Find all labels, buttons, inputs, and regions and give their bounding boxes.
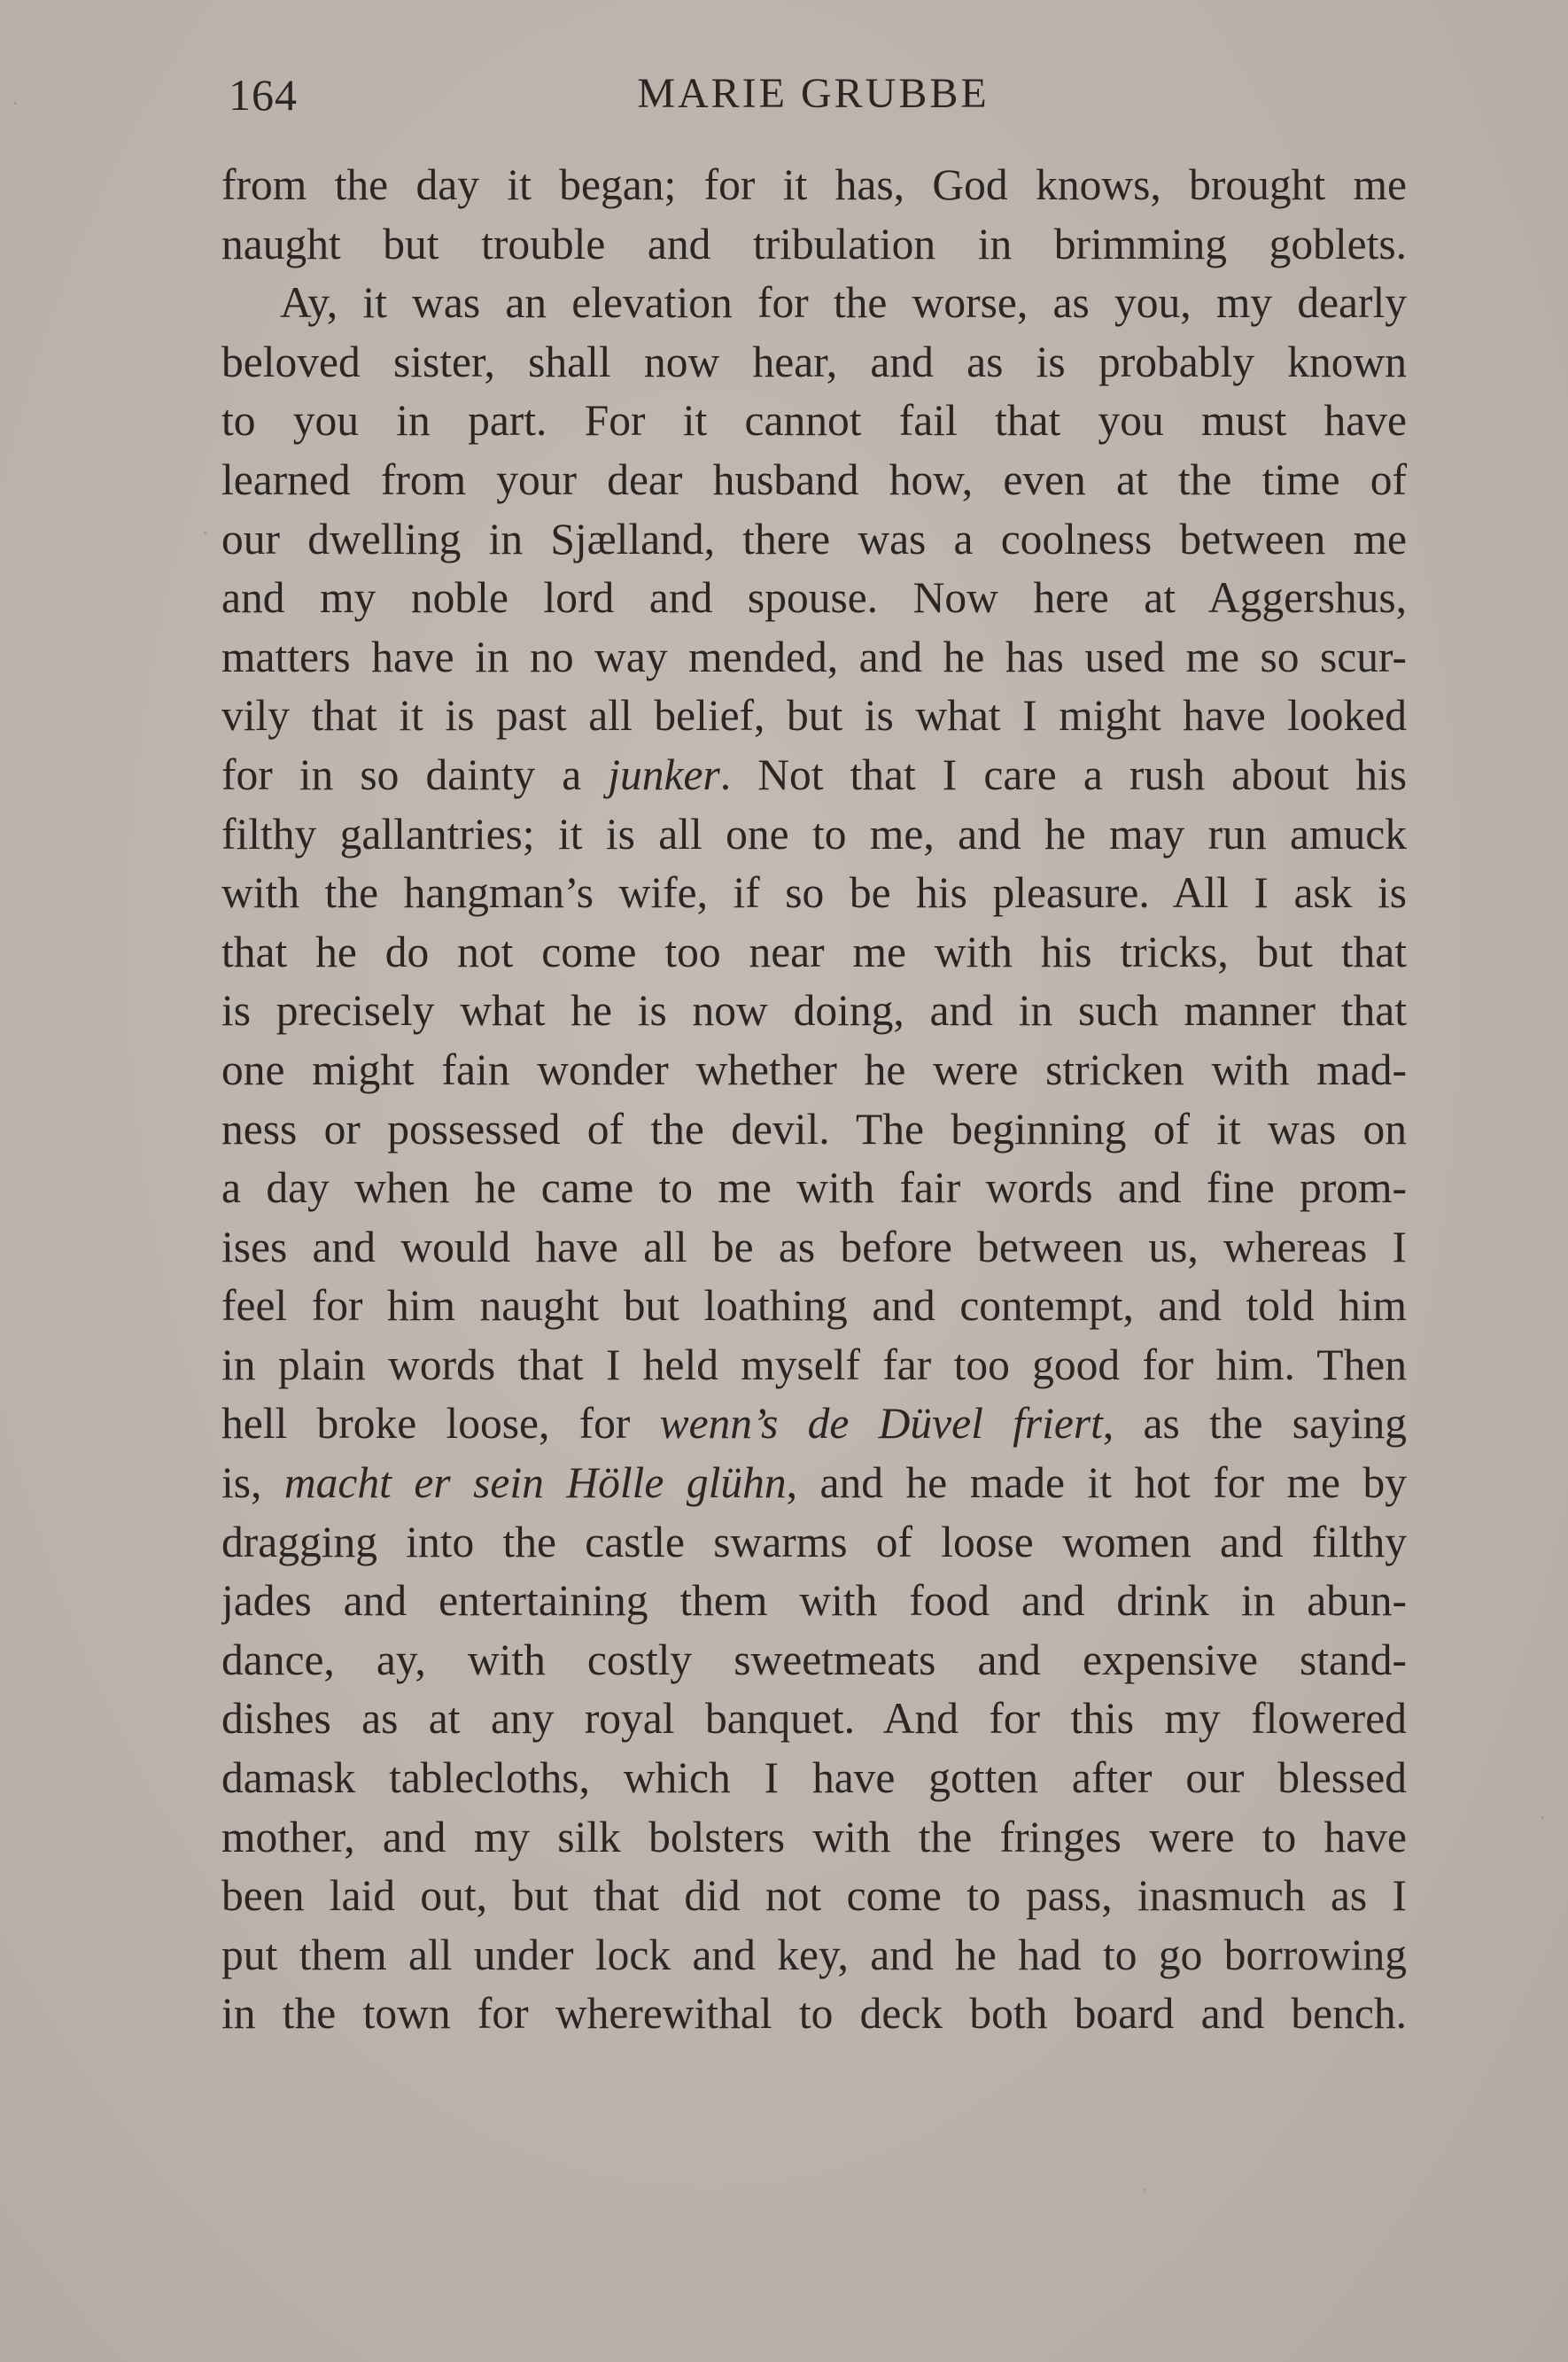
text-line: in plain words that I held myself far too good for him. Then: [221, 1340, 1407, 1389]
text-line: naught but trouble and tribulation in brimming goblets.: [221, 219, 1407, 268]
text-line: dance, ay, with costly sweetmeats and expensive stand-: [221, 1635, 1407, 1684]
text-segment: , and he made it hot for me by: [786, 1458, 1407, 1508]
text-line: dishes as at any royal banquet. And for this my flowered: [221, 1694, 1407, 1744]
text-line: that he do not come too near me with his tricks, but that: [221, 927, 1407, 976]
italic-phrase: wenn’s de Düvel friert: [659, 1399, 1103, 1449]
text-line: matters have in no way mended, and he has used me so scur-: [221, 632, 1407, 681]
text-line: [221, 746, 1407, 805]
text-line: ness or possessed of the devil. The beginning of it was on: [221, 1104, 1407, 1154]
text-line: feel for him naught but loathing and contempt, and told him: [221, 1281, 1407, 1331]
text-line: a day when he came to me with fair words and fine prom-: [221, 1163, 1407, 1213]
text-segment: is,: [221, 1458, 284, 1508]
text-line: is precisely what he is now doing, and in such manner that: [221, 986, 1407, 1036]
text-line: and my noble lord and spouse. Now here at Aggershus,: [221, 573, 1407, 623]
text-segment: . Not that I care a rush about his: [719, 750, 1407, 799]
text-line: to you in part. For it cannot fail that you must have: [221, 396, 1407, 446]
text-line: beloved sister, shall now hear, and as is probably known: [221, 337, 1407, 386]
text-line: mother, and my silk bolsters with the fringes were to have: [221, 1812, 1407, 1861]
text-line: filthy gallantries; it is all one to me, and he may run amuck: [221, 809, 1407, 859]
page-speck: [14, 102, 17, 105]
text-segment: for in so dainty a: [221, 750, 609, 799]
text-line: one might fain wonder whether he were stricken with mad-: [221, 1045, 1407, 1094]
text-line: damask tablecloths, which I have gotten after our blessed: [221, 1753, 1407, 1803]
page-speck: [1143, 2188, 1145, 2191]
text-line: dragging into the castle swarms of loose women and filthy: [221, 1517, 1407, 1566]
page-number: 164: [229, 70, 298, 120]
text-line: vily that it is past all belief, but is what I might have looked: [221, 691, 1407, 741]
text-line: [221, 1454, 1407, 1513]
paragraph-first-line: Ay, it was an elevation for the worse, as you, my dearly: [280, 278, 1407, 328]
text-line: put them all under lock and key, and he had to go borrowing: [221, 1930, 1407, 1979]
text-line: ises and would have all be as before between us, whereas I: [221, 1222, 1407, 1271]
body-text: [221, 156, 1407, 2044]
page-speck: [1541, 1816, 1544, 1819]
text-line: [221, 1395, 1407, 1454]
text-segment: , as the saying: [1102, 1399, 1407, 1449]
text-line: jades and entertaining them with food and drink in abun-: [221, 1576, 1407, 1626]
text-line: learned from your dear husband how, even at the time of: [221, 455, 1407, 504]
text-line: from the day it began; for it has, God knows, brought me: [221, 160, 1407, 209]
page-speck: [204, 532, 206, 534]
text-line: with the hangman’s wife, if so be his pleasure. All I ask is: [221, 868, 1407, 918]
text-line: our dwelling in Sjælland, there was a coolness between me: [221, 514, 1407, 563]
italic-term: junker: [608, 750, 720, 799]
text-line: been laid out, but that did not come to pass, inasmuch as I: [221, 1871, 1407, 1921]
italic-phrase: macht er sein Hölle glühn: [283, 1458, 787, 1508]
running-head: [229, 69, 1407, 131]
text-segment: hell broke loose, for: [221, 1399, 660, 1449]
text-line: in the town for wherewithal to deck both board and bench.: [221, 1989, 1407, 2039]
book-title: MARIE GRUBBE: [637, 70, 990, 117]
